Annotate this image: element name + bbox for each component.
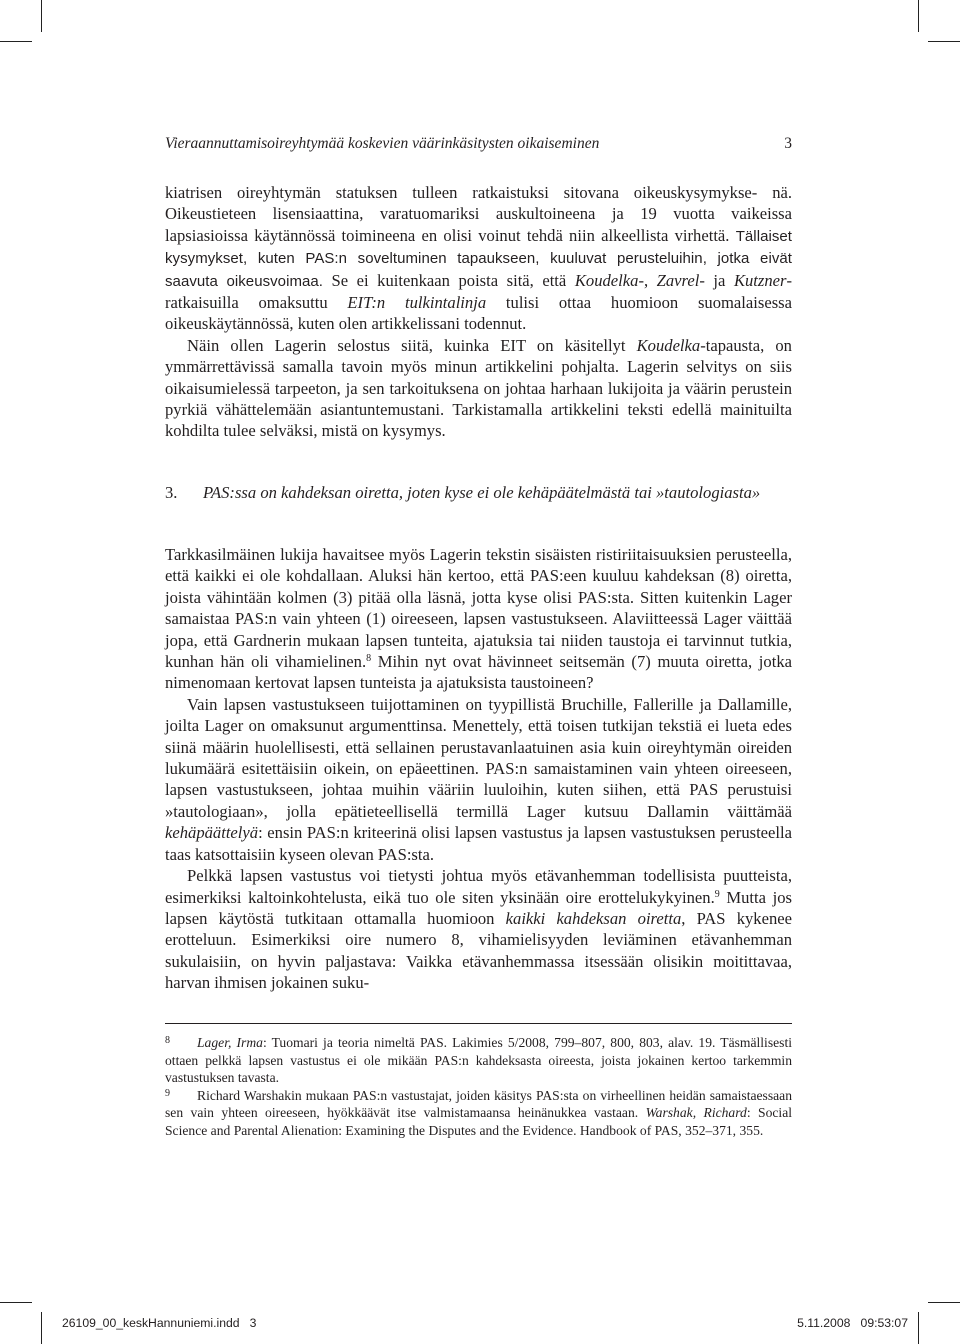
slug-datetime: 5.11.2008 09:53:07 xyxy=(797,1316,908,1330)
sans-serif-sentence: Tällaiset kysymykset, kuten PAS:n soveltuminen tapaukseen, kuuluvat perusteluihin, jotka eivät saavuta oikeusvoimaa. xyxy=(165,227,793,290)
crop-mark xyxy=(918,1312,919,1344)
running-head xyxy=(165,134,792,154)
running-head-title: Vieraannuttamisoireyhtymää koskevien väärinkäsitysten oikaiseminen xyxy=(165,135,600,152)
crop-mark xyxy=(928,1302,960,1303)
footnotes xyxy=(165,1034,792,1140)
section-number: 3. xyxy=(165,483,178,502)
footnote-ref[interactable]: 9 xyxy=(714,888,720,900)
paragraph: kiatrisen oireyhtymän statuksen tulleen ratkaistuksi sitovana oikeuskysymykse- nä. Oikeustieteen lisensiaattina, varatuomariksi auskultoineena ja 19 vuotta vaikeissa lapsiasioissa käytännössä toimineena en olisi voinut tehdä niin alkeellista virhettä. Tällaiset kysymykset, kuten PAS:n soveltuminen tapaukseen, kuuluvat perusteluihin, jotka eivät saavuta oikeusvoimaa. Se ei kuitenkaan poista sitä, että Koudelka-, Zavrel- ja Kutzner-ratkaisuilla omaksuttu EIT:n tulkintalinja tulisi ottaa huomioon suomalaisessa oikeuskäytännössä, kuten olen artikkelissani todennut. xyxy=(165,183,793,334)
paragraph: Pelkkä lapsen vastustus voi tietysti johtua myös etävanhemman todellisista puutteista, esimerkiksi kaltoinkohtelusta, eikä tuo ole siten yksinään oire erottelukykyinen.$^9$ Mutta jos lapsen käytöstä tutkitaan ottamalla huomioon kaikki kahdeksan oiretta, PAS kykenee erotteluun. Esimerkiksi oire numero 8, vihamielisyyden leviäminen etävanhemman sukulaisiin, on hyvin paljastava: Vaikka etävanhemmassa itsessään olisikin moitittavaa, harvan ihmisen jokainen suku- xyxy=(165,866,792,993)
crop-mark xyxy=(928,41,960,42)
body-text-top xyxy=(165,182,792,442)
crop-mark xyxy=(41,0,42,32)
footnote-ref[interactable]: 8 xyxy=(366,653,372,665)
page-number: 3 xyxy=(784,135,792,152)
paragraph: Tarkkasilmäinen lukija havaitsee myös Lagerin tekstin sisäisten ristiriitaisuuksien perusteella, että kaikki ei ole kohdallaan. Aluksi hän kertoo, että PAS:een kuuluu kahdeksan (8) oiretta, joista vähintään kolmen (3) pitää olla läsnä, jotta kyse olisi PAS:sta. Sitten kuitenkin Lager samaistaa PAS:n vain yhteen (1) oireeseen, lapsen vastustukseen. Alaviitteessä Lager väittää jopa, että Gardnerin mukaan lapsen tunteita, ajatuksia tai niiden taustoja ei tarvinnut tutkia, kunhan hän oli vihamielinen.$^8$ Mihin nyt ovat hävinneet seitsemän (7) muuta oiretta, jotka nimenomaan kertovat lapsen tunteista ja ajatuksista taustoineen? xyxy=(165,545,792,693)
paragraph: Näin ollen Lagerin selostus siitä, kuinka EIT on käsitellyt Koudelka-tapausta, on ymmärrettävissä samalla tavoin myös minun artikkelini pohjalta. Lagerin selvitys on siis oikaisumielessä tarpeeton, ja sen tarkoituksena on johtaa harhaan lukijoita ja väärin perustein pyrkiä vähättelemään asiantuntemustani. Tarkistamalla artikkelini teksti edellä mainituilta kohdilta tulee selväksi, mistä on kysymys. xyxy=(165,335,792,441)
body-text-section-3 xyxy=(165,544,792,994)
footnote-8: 8 Lager, Irma: Tuomari ja teoria nimeltä PAS. Lakimies 5/2008, 799–807, 800, 803, alav. 19. Täsmällisesti ottaen pelkkä lapsen vastustus ei ole mikään PAS:n kahdeksasta oireesta, joista jokainen kertoo tarkemmin vastustuksen tavasta. xyxy=(165,1035,792,1086)
section-heading xyxy=(165,482,792,504)
crop-mark xyxy=(0,1302,32,1303)
crop-mark xyxy=(918,0,919,32)
paragraph: Vain lapsen vastustukseen tuijottaminen on tyypillistä Bruchille, Fallerille ja Dallamille, joilta Lager on omaksunut argumenttinsa. Menettely, että toisen tutkijan tekstiä ei lueta edes siinä määrin huolellisesti, että sellainen perustavanlaatuinen asia kuin oireyhtymän oireiden lukumäärä esitettäisiin oikein, on epäeettinen. PAS:n samaistaminen vain yhteen oireeseen, lapsen vastustukseen, johtaa muihin vääriin luuloihin, kuten siihen, että PAS perustuisi »tautologiaan», jolla epätieteellisellä termillä Lager kutsuu Dallamin väittämää kehäpäättelyä: ensin PAS:n kriteerinä olisi lapsen vastustus ja lapsen vastustuksen perusteella taas katsottaisiin kyseen olevan PAS:sta. xyxy=(165,694,792,864)
crop-mark xyxy=(0,41,32,42)
footnote-divider xyxy=(165,1023,792,1024)
section-title: PAS:ssa on kahdeksan oiretta, joten kyse ei ole kehäpäätelmästä tai »tautologiasta» xyxy=(203,483,761,502)
slug-filename: 26109_00_keskHannuniemi.indd 3 xyxy=(62,1316,257,1330)
footnote-9: 9 Richard Warshakin mukaan PAS:n vastustajat, joiden käsitys PAS:sta on virheellinen heidän samaistaessaan sen vain yhteen oireeseen, hyökkäävät itse valmistamaansa heinänukkea vastaan. Warshak, Richard: Social Science and Parental Alienation: Examining the Disputes and the Evidence. Handbook of PAS, 352–371, 355. xyxy=(165,1087,793,1138)
crop-mark xyxy=(41,1312,42,1344)
